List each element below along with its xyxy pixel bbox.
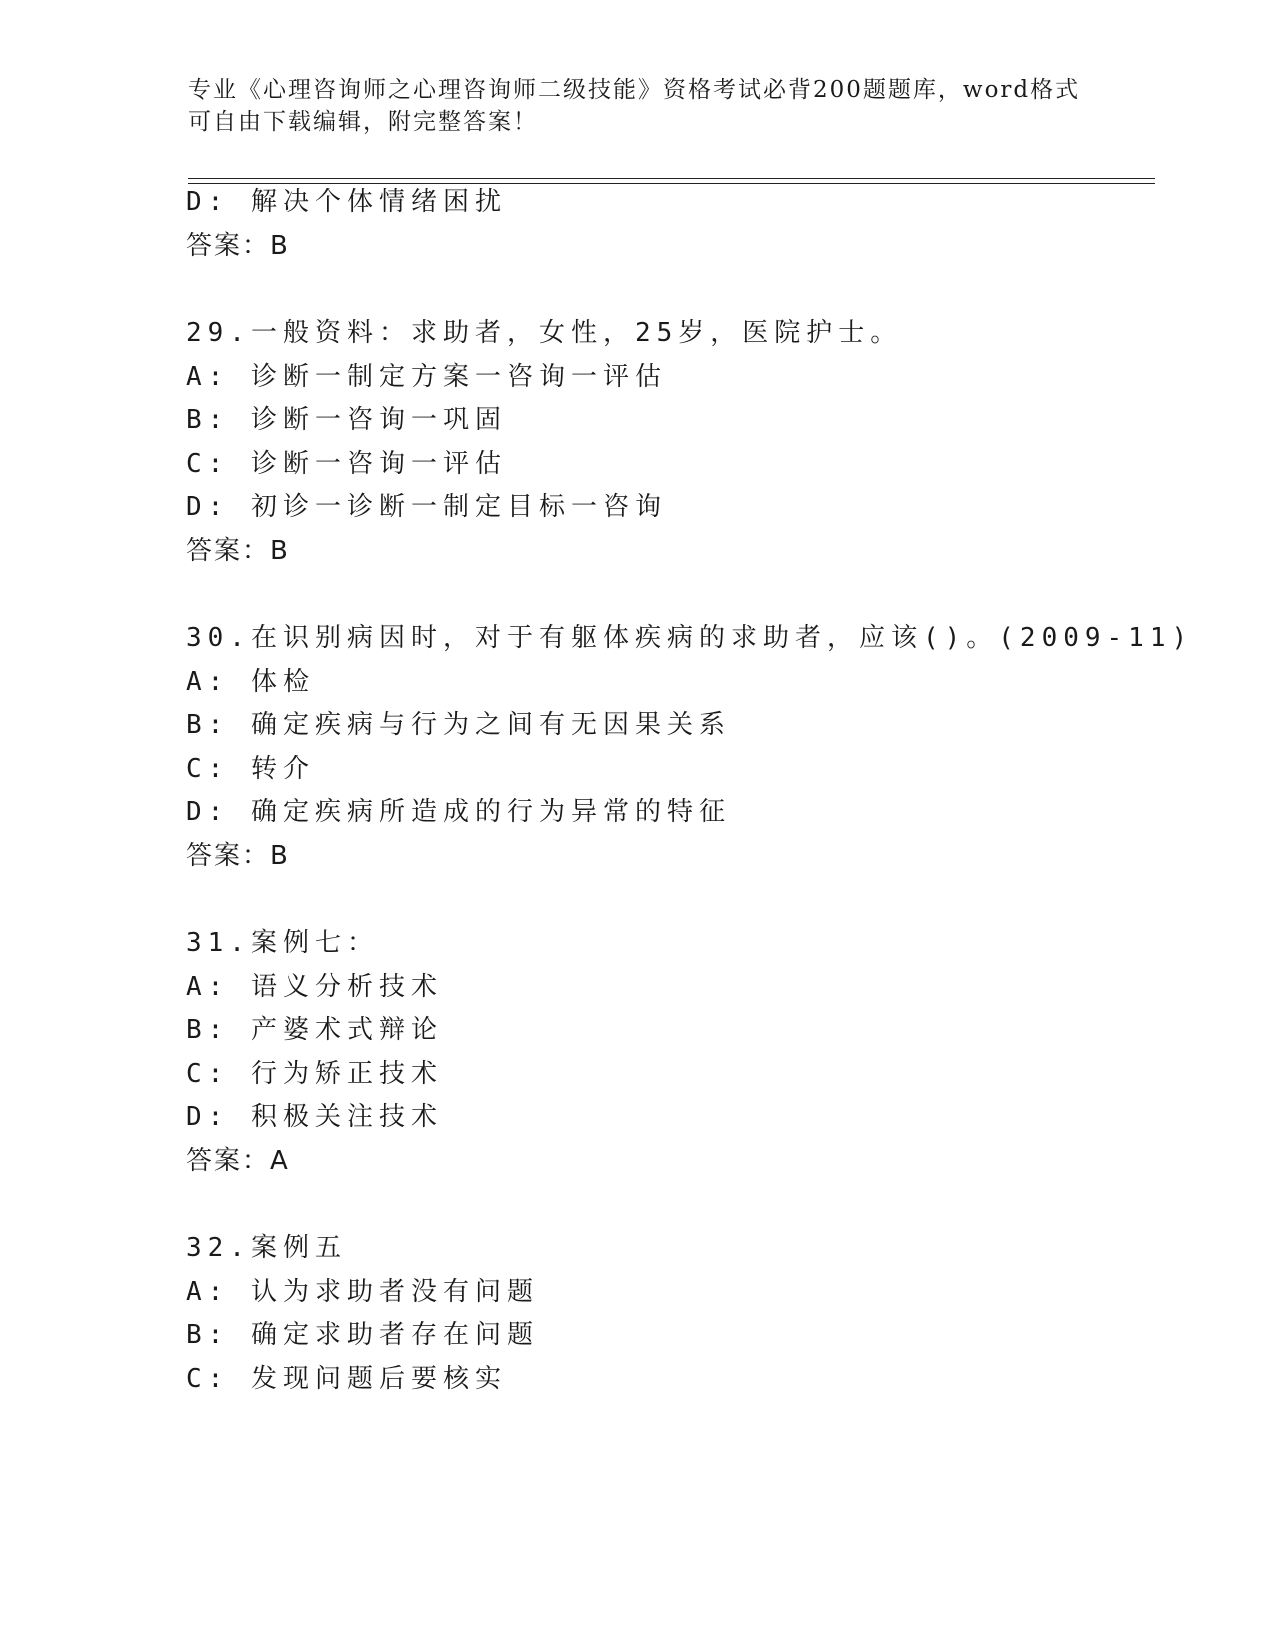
- answer-label: 答案：: [186, 841, 271, 871]
- option-a: A: 语义分析技术: [186, 972, 443, 1002]
- answer-line: [186, 839, 288, 873]
- option-c: C: 诊断一咨询一评估: [186, 449, 507, 479]
- option-a: A: 认为求助者没有问题: [186, 1277, 539, 1307]
- answer-label: 答案：: [186, 536, 271, 566]
- answer-value: B: [270, 231, 288, 261]
- header-divider-top: [188, 178, 1155, 179]
- option-c: C: 转介: [186, 754, 315, 784]
- answer-line: [186, 229, 288, 263]
- answer-line: [186, 1144, 288, 1178]
- option-a: A: 体检: [186, 667, 315, 697]
- answer-label: 答案：: [186, 231, 271, 261]
- question-stem: 32.案例五: [186, 1233, 347, 1263]
- answer-line: [186, 534, 288, 568]
- option-b: B: 诊断一咨询一巩固: [186, 405, 507, 435]
- option-d: D: 确定疾病所造成的行为异常的特征: [186, 797, 731, 827]
- document-header: [188, 74, 1088, 138]
- header-title-line-2: 可自由下载编辑，附完整答案！: [188, 109, 538, 135]
- question-stem: 30.在识别病因时，对于有躯体疾病的求助者，应该()。(2009-11): [186, 623, 1194, 653]
- option-c: C: 行为矫正技术: [186, 1059, 443, 1089]
- option-a: A: 诊断一制定方案一咨询一评估: [186, 362, 667, 392]
- answer-value: B: [270, 536, 288, 566]
- header-divider-bottom: [188, 183, 1155, 184]
- answer-value: A: [270, 1146, 288, 1176]
- option-c: C: 发现问题后要核实: [186, 1364, 507, 1394]
- option-b: B: 确定疾病与行为之间有无因果关系: [186, 710, 731, 740]
- option-d: D: 初诊一诊断一制定目标一咨询: [186, 492, 667, 522]
- question-stem: 31.案例七：: [186, 928, 379, 958]
- option-b: B: 产婆术式辩论: [186, 1015, 443, 1045]
- question-stem: 29.一般资料：求助者，女性，25岁，医院护士。: [186, 318, 903, 348]
- header-title-line-1: 专业《心理咨询师之心理咨询师二级技能》资格考试必背200题题库，word格式: [188, 77, 1081, 103]
- option-d: D: 积极关注技术: [186, 1102, 443, 1132]
- option-d: D: 解决个体情绪困扰: [186, 187, 507, 217]
- option-b: B: 确定求助者存在问题: [186, 1320, 539, 1350]
- answer-label: 答案：: [186, 1146, 271, 1176]
- answer-value: B: [270, 841, 288, 871]
